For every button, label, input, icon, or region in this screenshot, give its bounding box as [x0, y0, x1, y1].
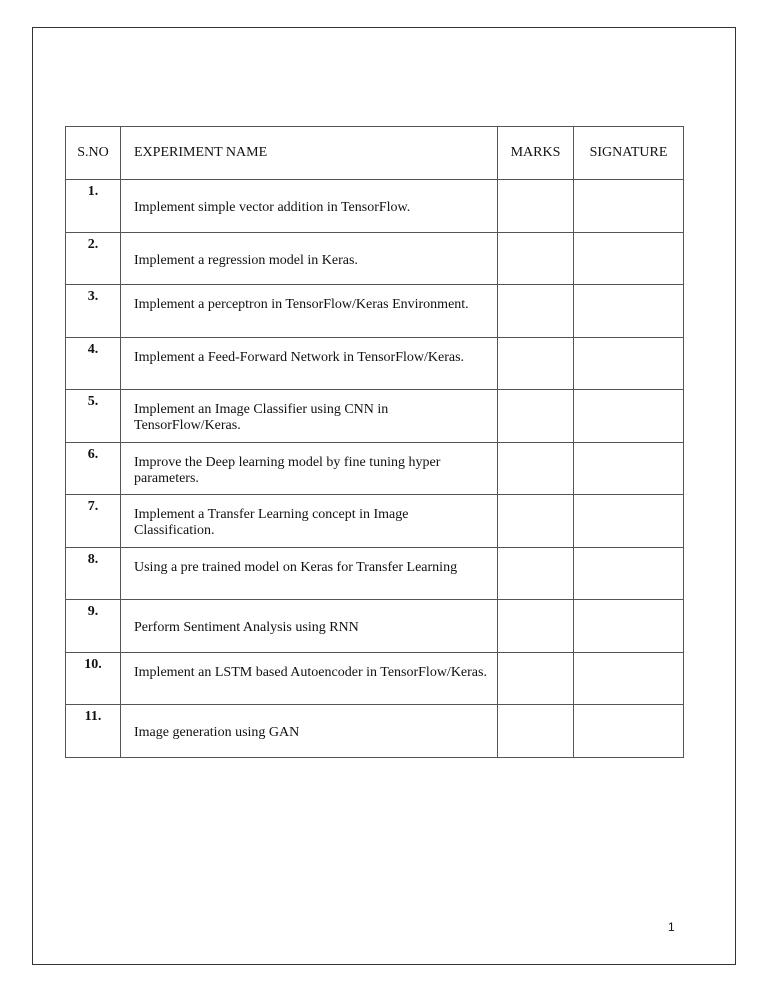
sno-cell: 1.: [66, 180, 121, 233]
signature-cell: [574, 547, 684, 600]
marks-cell: [498, 232, 574, 285]
sno-cell: 7.: [66, 495, 121, 548]
table-row: [66, 495, 684, 548]
header-sno: S.NO: [66, 127, 121, 180]
experiment-name-cell: Using a pre trained model on Keras for Transfer Learning: [121, 547, 498, 600]
table-header-row: [66, 127, 684, 180]
sno-cell: 11.: [66, 705, 121, 758]
signature-cell: [574, 180, 684, 233]
experiment-name-cell: Implement an Image Classifier using CNN in TensorFlow/Keras.: [121, 390, 498, 443]
header-marks: MARKS: [498, 127, 574, 180]
signature-cell: [574, 495, 684, 548]
table-row: [66, 600, 684, 653]
marks-cell: [498, 495, 574, 548]
experiment-name-cell: Perform Sentiment Analysis using RNN: [121, 600, 498, 653]
marks-cell: [498, 180, 574, 233]
signature-cell: [574, 705, 684, 758]
marks-cell: [498, 600, 574, 653]
header-experiment-name: EXPERIMENT NAME: [121, 127, 498, 180]
table-row: [66, 285, 684, 338]
experiment-name-cell: Implement a regression model in Keras.: [121, 232, 498, 285]
page-number: 1: [668, 920, 675, 934]
table-row: [66, 442, 684, 495]
sno-cell: 3.: [66, 285, 121, 338]
table-row: [66, 180, 684, 233]
signature-cell: [574, 600, 684, 653]
sno-cell: 4.: [66, 337, 121, 390]
signature-cell: [574, 232, 684, 285]
experiment-name-cell: Image generation using GAN: [121, 705, 498, 758]
experiment-name-cell: Improve the Deep learning model by fine tuning hyper parameters.: [121, 442, 498, 495]
sno-cell: 2.: [66, 232, 121, 285]
experiment-name-cell: Implement a Feed-Forward Network in TensorFlow/Keras.: [121, 337, 498, 390]
marks-cell: [498, 337, 574, 390]
table-row: [66, 232, 684, 285]
sno-cell: 9.: [66, 600, 121, 653]
table-row: [66, 547, 684, 600]
signature-cell: [574, 285, 684, 338]
sno-cell: 8.: [66, 547, 121, 600]
sno-cell: 10.: [66, 652, 121, 705]
experiment-name-cell: Implement simple vector addition in TensorFlow.: [121, 180, 498, 233]
experiment-name-cell: Implement an LSTM based Autoencoder in TensorFlow/Keras.: [121, 652, 498, 705]
marks-cell: [498, 390, 574, 443]
marks-cell: [498, 285, 574, 338]
marks-cell: [498, 652, 574, 705]
marks-cell: [498, 547, 574, 600]
experiment-name-cell: Implement a Transfer Learning concept in Image Classification.: [121, 495, 498, 548]
header-signature: SIGNATURE: [574, 127, 684, 180]
signature-cell: [574, 442, 684, 495]
table-row: [66, 337, 684, 390]
experiment-name-cell: Implement a perceptron in TensorFlow/Keras Environment.: [121, 285, 498, 338]
signature-cell: [574, 652, 684, 705]
table-row: [66, 652, 684, 705]
signature-cell: [574, 337, 684, 390]
signature-cell: [574, 390, 684, 443]
table-row: [66, 390, 684, 443]
sno-cell: 6.: [66, 442, 121, 495]
marks-cell: [498, 442, 574, 495]
experiment-table: [65, 126, 684, 758]
sno-cell: 5.: [66, 390, 121, 443]
table-row: [66, 705, 684, 758]
marks-cell: [498, 705, 574, 758]
